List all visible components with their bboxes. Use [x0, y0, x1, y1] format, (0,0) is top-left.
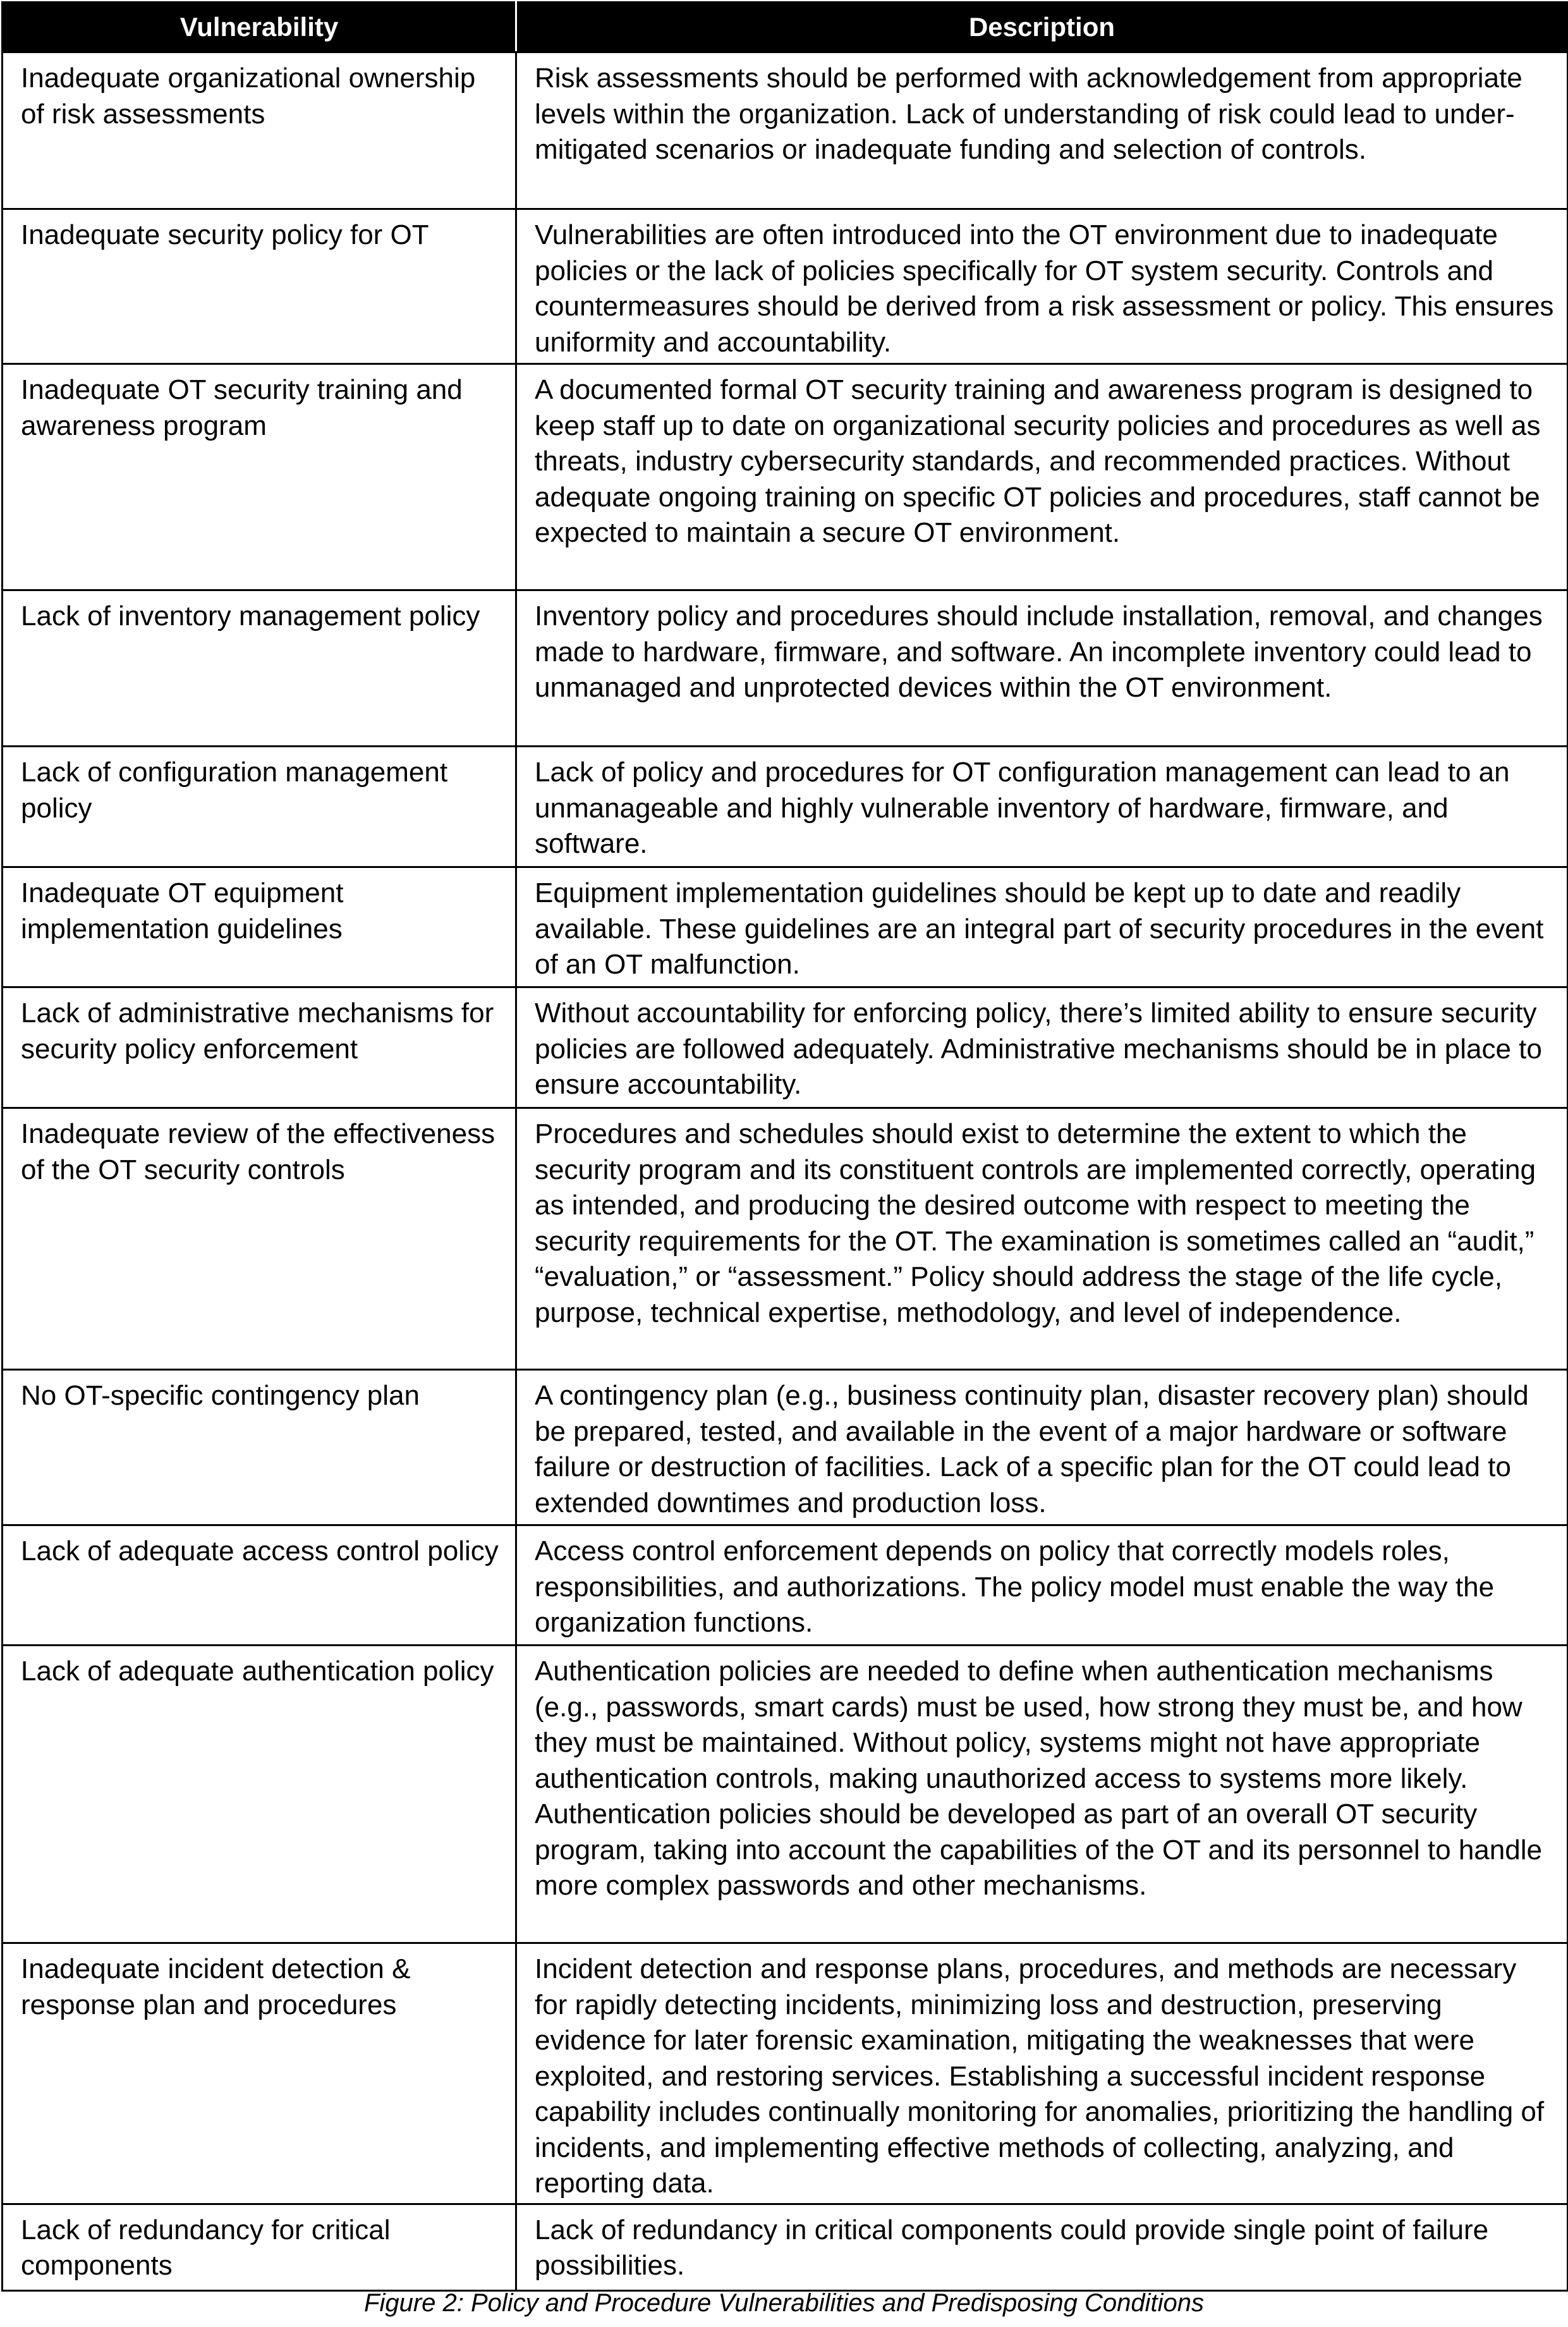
vulnerability-cell: Inadequate review of the effectiveness of the OT security controls	[3, 1108, 516, 1370]
vulnerability-cell: Inadequate OT equipment implementation guidelines	[3, 867, 516, 987]
description-cell: Lack of policy and procedures for OT configuration management can lead to an unmanageable and highly vulnerable inventory of hardware, firmware, and software.	[516, 747, 1568, 867]
table-header-row	[3, 3, 1568, 52]
description-cell: Access control enforcement depends on policy that correctly models roles, responsibilities, and authorizations. The policy model must enable the way the organization functions.	[516, 1525, 1568, 1646]
table-row	[3, 364, 1568, 590]
vulnerability-cell: Inadequate incident detection & response plan and procedures	[3, 1943, 516, 2204]
description-cell: Authentication policies are needed to define when authentication mechanisms (e.g., passwords, smart cards) must be used, how strong they must be, and how they must be maintained. Without policy, systems might not have appropriate authentication controls, making unauthorized access to systems more likely. Authentication policies should be developed as part of an overall OT security program, taking into account the capabilities of the OT and its personnel to handle more complex passwords and other mechanisms.	[516, 1646, 1568, 1943]
description-cell: A contingency plan (e.g., business continuity plan, disaster recovery plan) should be prepared, tested, and available in the event of a major hardware or software failure or destruction of facilities. Lack of a specific plan for the OT could lead to extended downtimes and production loss.	[516, 1370, 1568, 1525]
description-cell: Lack of redundancy in critical components could provide single point of failure possibilities.	[516, 2204, 1568, 2290]
vulnerability-table-container	[1, 1, 1567, 2292]
vulnerability-cell: Inadequate OT security training and awareness program	[3, 364, 516, 590]
vulnerability-column-header: Vulnerability	[3, 3, 516, 52]
description-cell: Inventory policy and procedures should include installation, removal, and changes made to hardware, firmware, and software. An incomplete inventory could lead to unmanaged and unprotected devices within the OT environment.	[516, 590, 1568, 747]
table-row	[3, 2204, 1568, 2290]
description-cell: Vulnerabilities are often introduced into the OT environment due to inadequate policies or the lack of policies specifically for OT system security. Controls and countermeasures should be derived from a risk assessment or policy. This ensures uniformity and accountability.	[516, 209, 1568, 364]
table-row	[3, 987, 1568, 1108]
description-cell: Risk assessments should be performed with acknowledgement from appropriate levels within the organization. Lack of understanding of risk could lead to under-mitigated scenarios or inadequate funding and selection of controls.	[516, 52, 1568, 209]
description-cell: A documented formal OT security training and awareness program is designed to keep staff up to date on organizational security policies and procedures as well as threats, industry cybersecurity standards, and recommended practices. Without adequate ongoing training on specific OT policies and procedures, staff cannot be expected to maintain a secure OT environment.	[516, 364, 1568, 590]
vulnerability-cell: Lack of redundancy for critical components	[3, 2204, 516, 2290]
description-column-header: Description	[516, 3, 1568, 52]
description-cell: Procedures and schedules should exist to determine the extent to which the security program and its constituent controls are implemented correctly, operating as intended, and producing the desired outcome with respect to meeting the security requirements for the OT. The examination is sometimes called an “audit,” “evaluation,” or “assessment.” Policy should address the stage of the life cycle, purpose, technical expertise, methodology, and level of independence.	[516, 1108, 1568, 1370]
table-row	[3, 1943, 1568, 2204]
table-row	[3, 747, 1568, 867]
description-cell: Equipment implementation guidelines should be kept up to date and readily available. These guidelines are an integral part of security procedures in the event of an OT malfunction.	[516, 867, 1568, 987]
vulnerability-cell: Lack of configuration management policy	[3, 747, 516, 867]
table-row	[3, 52, 1568, 209]
vulnerability-cell: Lack of adequate authentication policy	[3, 1646, 516, 1943]
vulnerability-cell: Inadequate organizational ownership of risk assessments	[3, 52, 516, 209]
vulnerability-cell: Lack of inventory management policy	[3, 590, 516, 747]
table-row	[3, 867, 1568, 987]
description-cell: Without accountability for enforcing policy, there’s limited ability to ensure security policies are followed adequately. Administrative mechanisms should be in place to ensure accountability.	[516, 987, 1568, 1108]
table-row	[3, 1646, 1568, 1943]
table-row	[3, 590, 1568, 747]
table-row	[3, 1370, 1568, 1525]
vulnerability-cell: No OT-specific contingency plan	[3, 1370, 516, 1525]
vulnerability-cell: Lack of administrative mechanisms for security policy enforcement	[3, 987, 516, 1108]
vulnerability-cell: Inadequate security policy for OT	[3, 209, 516, 364]
description-cell: Incident detection and response plans, procedures, and methods are necessary for rapidly detecting incidents, minimizing loss and destruction, preserving evidence for later forensic examination, mitigating the weaknesses that were exploited, and restoring services. Establishing a successful incident response capability includes continually monitoring for anomalies, prioritizing the handling of incidents, and implementing effective methods of collecting, analyzing, and reporting data.	[516, 1943, 1568, 2204]
vulnerability-table	[1, 1, 1568, 2292]
table-row	[3, 1525, 1568, 1646]
vulnerability-cell: Lack of adequate access control policy	[3, 1525, 516, 1646]
table-row	[3, 1108, 1568, 1370]
table-row	[3, 209, 1568, 364]
figure-caption: Figure 2: Policy and Procedure Vulnerabilities and Predisposing Conditions	[364, 2289, 1204, 2317]
